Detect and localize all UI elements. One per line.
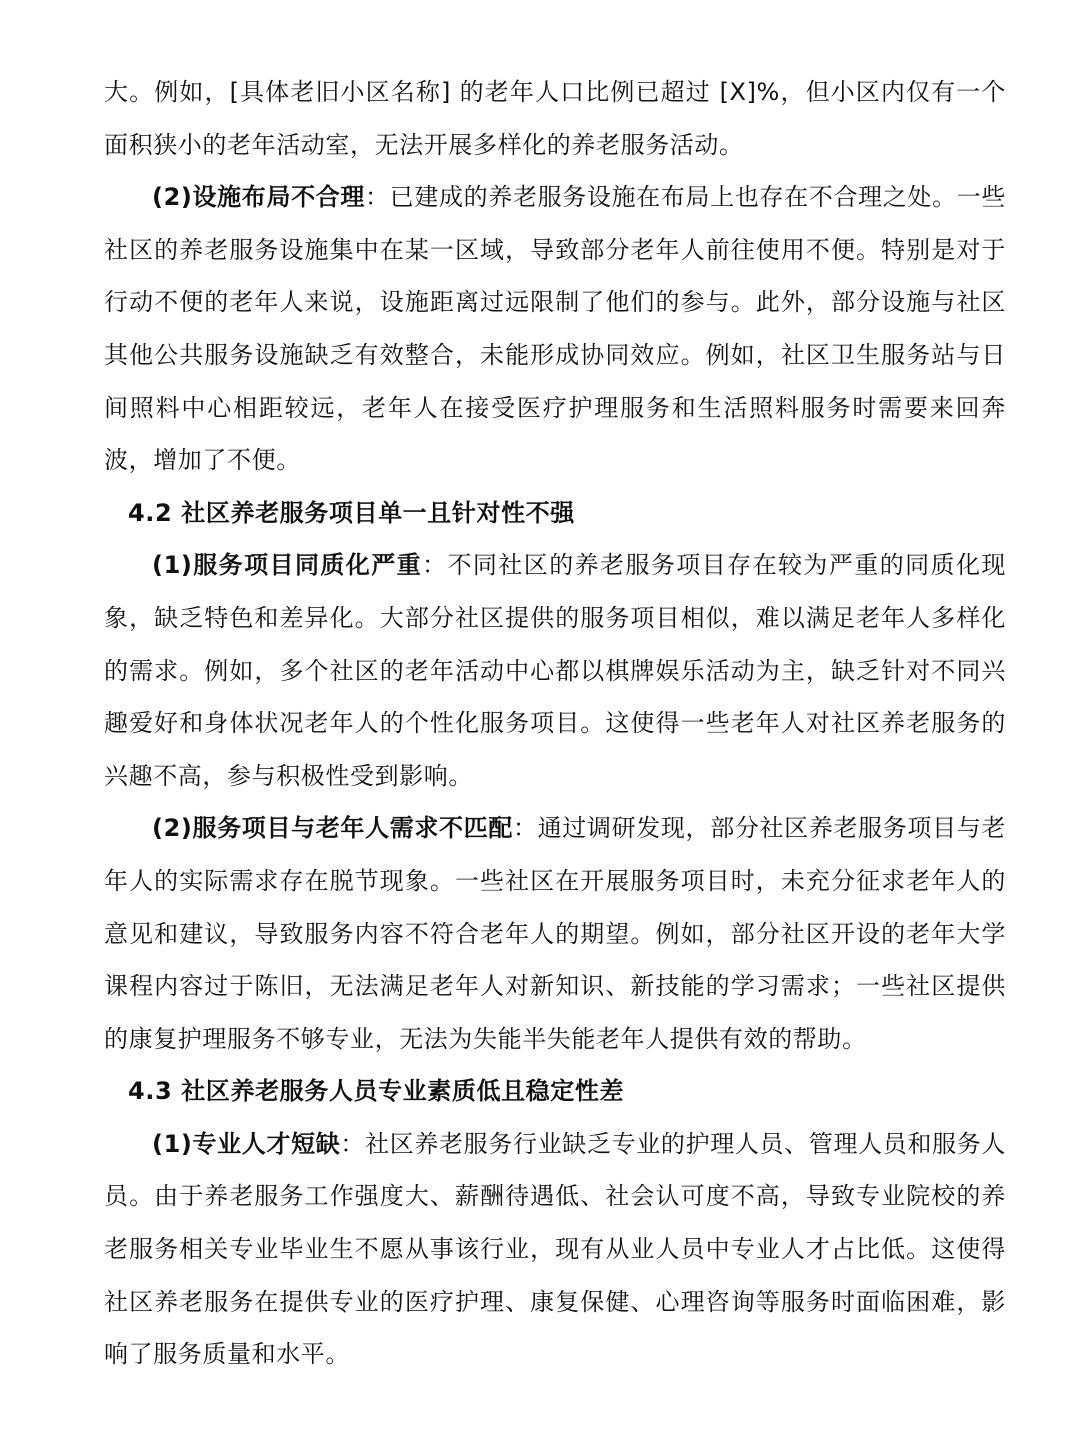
paragraph-lead: (2)设施布局不合理 <box>152 183 366 212</box>
paragraph-lead: (2)服务项目与老年人需求不匹配 <box>152 814 513 843</box>
paragraph-service-mismatch <box>104 802 1006 1065</box>
section-heading-4-3: 4.3 社区养老服务人员专业素质低且稳定性差 <box>128 1077 625 1106</box>
paragraph-lead: (1)专业人才短缺 <box>152 1129 341 1158</box>
section-heading-4-2: 4.2 社区养老服务项目单一且针对性不强 <box>128 498 575 527</box>
paragraph-text: ：已建成的养老服务设施在布局上也存在不合理之处。一些社区的养老服务设施集中在某一区域，导致部分老年人前往使用不便。特别是对于行动不便的老年人来说，设施距离过远限制了他们的参与。此外，部分设施与社区其他公共服务设施缺乏有效整合，未能形成协同效应。例如，社区卫生服务站与日间照料中心相距较远，老年人在接受医疗护理服务和生活照料服务时需要来回奔波，增加了不便。 <box>104 183 1006 475</box>
paragraph-continuation <box>104 66 1006 171</box>
paragraph-text: ：不同社区的养老服务项目存在较为严重的同质化现象，缺乏特色和差异化。大部分社区提供的服务项目相似，难以满足老年人多样化的需求。例如，多个社区的老年活动中心都以棋牌娱乐活动为主，缺乏针对不同兴趣爱好和身体状况老年人的个性化服务项目。这使得一些老年人对社区养老服务的兴趣不高，参与积极性受到影响。 <box>104 551 1006 790</box>
paragraph-text: ：通过调研发现，部分社区养老服务项目与老年人的实际需求存在脱节现象。一些社区在开展服务项目时，未充分征求老年人的意见和建议，导致服务内容不符合老年人的期望。例如，部分社区开设的老年大学课程内容过于陈旧，无法满足老年人对新知识、新技能的学习需求；一些社区提供的康复护理服务不够专业，无法为失能半失能老年人提供有效的帮助。 <box>104 814 1006 1053</box>
paragraph-text: ：社区养老服务行业缺乏专业的护理人员、管理人员和服务人员。由于养老服务工作强度大、薪酬待遇低、社会认可度不高，导致专业院校的养老服务相关专业毕业生不愿从事该行业，现有从业人员中专业人才占比低。这使得社区养老服务在提供专业的医疗护理、康复保健、心理咨询等服务时面临困难，影响了服务质量和水平。 <box>104 1129 1006 1369</box>
paragraph-talent-shortage <box>104 1118 1006 1381</box>
paragraph-service-homogeneity <box>104 539 1006 802</box>
paragraph-lead: (1)服务项目同质化严重 <box>152 551 423 580</box>
document-page <box>104 66 1006 1381</box>
paragraph-facility-layout <box>104 171 1006 487</box>
paragraph-text: 大。例如，[具体老旧小区名称] 的老年人口比例已超过 [X]%，但小区内仅有一个面积狭小的老年活动室，无法开展多样化的养老服务活动。 <box>104 78 1006 159</box>
